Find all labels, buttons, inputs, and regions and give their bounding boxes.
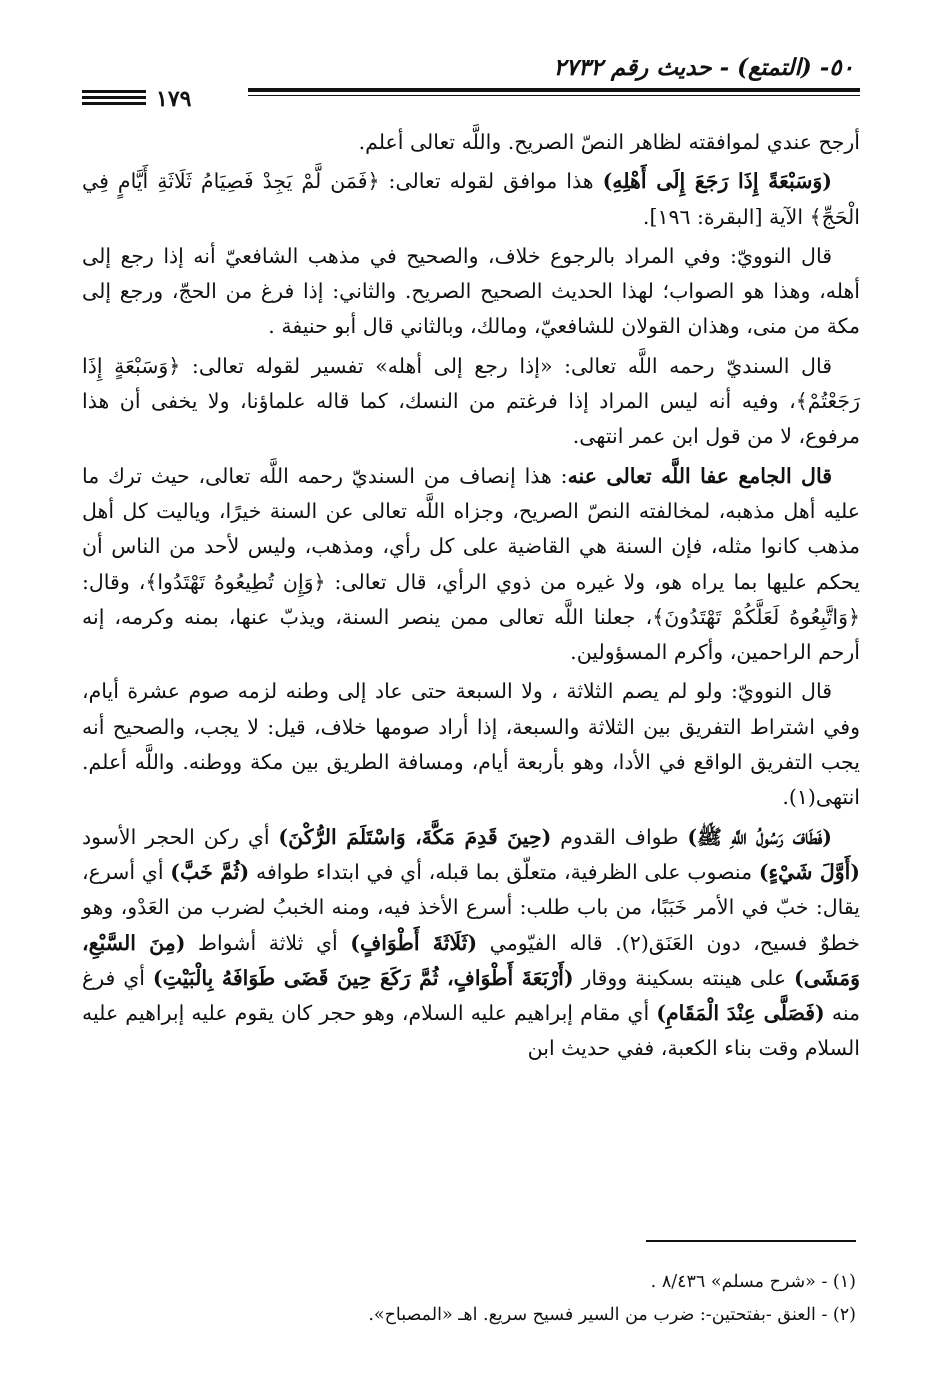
hadith-quote: (أَوَّلَ شَيْءٍ) bbox=[758, 859, 861, 884]
header-rule bbox=[248, 88, 860, 92]
paragraph: (فَطَافَ رَسُولُ اللَّهِ ﷺ) طواف القدوم (حِينَ قَدِمَ مَكَّةَ، وَاسْتَلَمَ الرُّكْنَ) أي ركن الحجر الأسود (أَوَّلَ شَيْءٍ) منصوب على الظرفية، متعلّق بما قبله، أي في ابتداء طوافه (ثُمَّ خَبَّ) أي أسرع، يقال: خبّ في الأمر خَبَبًا، من باب طلب: أسرع الأخذ فيه، ومنه الخببُ لضرب من العَدْو، وهو خطوٌ فسيح، دون العَنَق(٢). قاله الفيّومي (ثَلَاثَةَ أَطْوَافٍ) أي ثلاثة أشواط (مِنَ السَّبْعِ، وَمَشَى) على هينته بسكينة ووقار (أَرْبَعَةَ أَطْوَافٍ، ثُمَّ رَكَعَ حِينَ قَضَى طَوَافَهُ بِالْبَيْتِ) أي فرغ منه (فَصَلَّى عِنْدَ الْمَقَامِ) أي مقام إبراهيم عليه السلام، وهو حجر كان يقوم عليه إبراهيم عليه السلام وقت بناء الكعبة، ففي حديث ابن bbox=[82, 824, 861, 1061]
hadith-quote: (مِنَ السَّبْعِ، وَمَشَى) bbox=[82, 930, 860, 990]
paragraph: أرجح عندي لموافقته لظاهر النصّ الصريح. واللَّه تعالى أعلم. bbox=[358, 130, 860, 154]
page-number-rule bbox=[82, 90, 146, 93]
hadith-quote: (أَرْبَعَةَ أَطْوَافٍ، ثُمَّ رَكَعَ حِينَ قَضَى طَوَافَهُ بِالْبَيْتِ) bbox=[152, 965, 574, 990]
hadith-quote: (فَطَافَ رَسُولُ اللَّهِ ﷺ) bbox=[687, 824, 832, 849]
main-text bbox=[82, 125, 860, 1071]
page-number: ١٧٩ bbox=[156, 86, 192, 112]
hadith-quote: (وَسَبْعَةً إِذَا رَجَعَ إِلَى أَهْلِهِ) bbox=[602, 169, 832, 194]
paragraph: قال النوويّ: ولو لم يصم الثلاثة ، ولا السبعة حتى عاد إلى وطنه لزمه صوم عشرة أيام، وفي اشتراط التفريق بين الثلاثة والسبعة، إذا أراد صومها خلاف، قيل: لا يجب، والصحيح أنه يجب التفريق الواقع في الأدا، وهو بأربعة أيام، ومسافة الطريق بين مكة ووطنه. واللَّه أعلم. انتهى(١). bbox=[82, 679, 860, 810]
author-note-heading: قال الجامع عفا اللَّه تعالى عنه bbox=[567, 463, 832, 488]
paragraph: قال الجامع عفا اللَّه تعالى عنه: هذا إنصاف من السنديّ رحمه اللَّه تعالى، حيث ترك ما عليه أهل مذهبه، لمخالفته النصّ الصريح، وجزاه اللَّه تعالى عن السنة خيرًا، وياليت كل أهل مذهب كانوا مثله، فإن السنة هي القاضية على كل رأي، ومذهب، وليس لأحد من الناس أن يحكم عليها بما يراه هو، ولا غيره من ذوي الرأي، قال تعالى: ﴿وَإِن تُطِيعُوهُ تَهْتَدُوا﴾، وقال: ﴿وَاتَّبِعُوهُ لَعَلَّكُمْ تَهْتَدُونَ﴾، جعلنا اللَّه تعالى ممن ينصر السنة، ويذبّ عنها، بمنه وكرمه، إنه أرحم الراحمين، وأكرم المسؤولين. bbox=[82, 463, 860, 665]
running-title: ٥٠- (التمتع) - حديث رقم ٢٧٣٢ bbox=[553, 54, 854, 81]
hadith-quote: (فَصَلَّى عِنْدَ الْمَقَامِ) bbox=[656, 1001, 825, 1026]
paragraph: (وَسَبْعَةً إِذَا رَجَعَ إِلَى أَهْلِهِ) هذا موافق لقوله تعالى: ﴿فَمَن لَّمْ يَجِدْ فَصِيَامُ ثَلَاثَةِ أَيَّامٍ فِي الْحَجِّ﴾ الآية [البقرة: ١٩٦]. bbox=[82, 169, 860, 229]
footnote: (١) - «شرح مسلم» ٨/٤٣٦ . bbox=[650, 1272, 856, 1292]
hadith-quote: (ثَلَاثَةَ أَطْوَافٍ) bbox=[350, 930, 478, 955]
page-header bbox=[82, 50, 860, 112]
hadith-quote: (ثُمَّ خَبَّ) bbox=[170, 859, 250, 884]
paragraph: قال النوويّ: وفي المراد بالرجوع خلاف، والصحيح في مذهب الشافعيّ أنه إذا رجع إلى أهله، وهذا هو الصواب؛ لهذا الحديث الصحيح الصريح. والثاني: إذا فرغ من الحجّ، ورجع إلى مكة من منى، وهذان القولان للشافعيّ، ومالك، وبالثاني قال أبو حنيفة . bbox=[82, 243, 860, 339]
footnote-separator bbox=[646, 1240, 856, 1242]
page-number-rule bbox=[82, 96, 146, 99]
header-rule-thin bbox=[248, 95, 860, 96]
hadith-quote: (حِينَ قَدِمَ مَكَّةَ، وَاسْتَلَمَ الرُّكْنَ) bbox=[278, 824, 552, 849]
page-number-rule bbox=[82, 102, 146, 105]
footnote: (٢) - العنق -بفتحتين-: ضرب من السير فسيح سريع. اهـ «المصباح». bbox=[368, 1305, 856, 1325]
paragraph: قال السنديّ رحمه اللَّه تعالى: «إذا رجع إلى أهله» تفسير لقوله تعالى: ﴿وَسَبْعَةٍ إِذَا رَجَعْتُمْ﴾، وفيه أنه ليس المراد إذا فرغتم من النسك، كما قاله علماؤنا، ولا يخفى أن هذا مرفوع، لا من قول ابن عمر انتهى. bbox=[82, 353, 860, 449]
footnotes bbox=[82, 1266, 856, 1332]
